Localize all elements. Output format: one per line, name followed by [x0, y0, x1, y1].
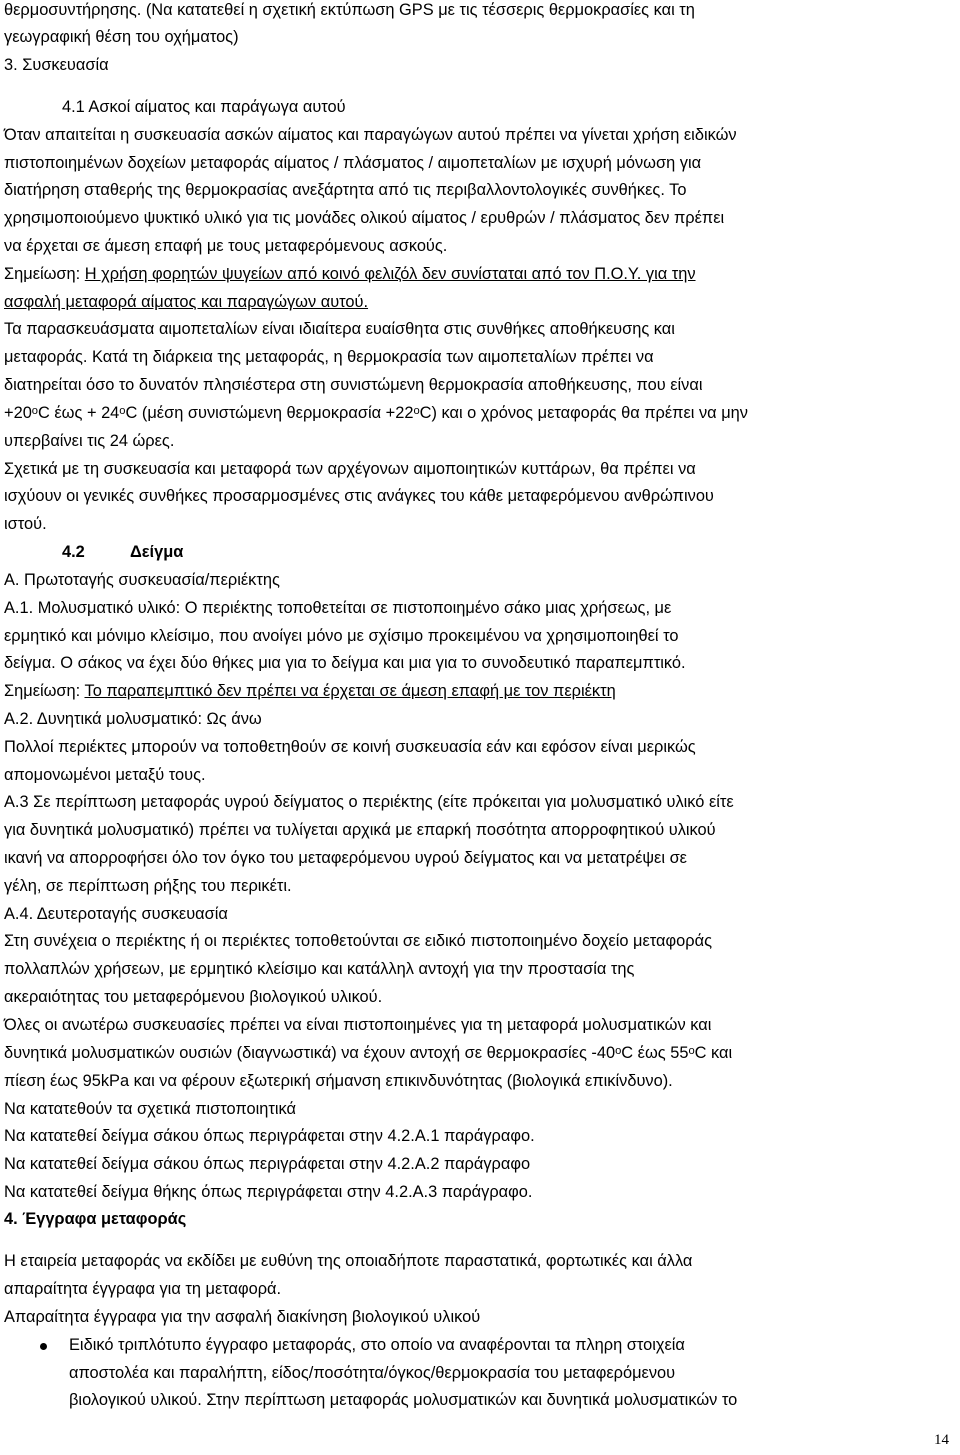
section-heading: 3. Συσκευασία: [4, 56, 109, 74]
note-text: Το παραπεμπτικό δεν πρέπει να έρχεται σε άμεση επαφή με τον περιέκτη: [84, 682, 616, 700]
subsection-number: 4.2: [62, 543, 85, 561]
text-line: πολλαπλών χρήσεων, με ερμητικό κλείσιμο και κατάλληλ αντοχή για την προστασία της: [4, 960, 635, 978]
text-line: Η εταιρεία μεταφοράς να εκδίδει με ευθύνη της οποιαδήποτε παραστατικά, φορτωτικές και άλλα: [4, 1252, 693, 1270]
text-line: Α.2. Δυνητικά μολυσματικό: Ως άνω: [4, 710, 262, 728]
text-line: γέλη, σε περίπτωση ρήξης του περικέτι.: [4, 877, 292, 895]
note-line: [4, 264, 696, 284]
text-line: +20ᵒC έως + 24ᵒC (μέση συνιστώμενη θερμοκρασία +22ᵒC) και ο χρόνος μεταφοράς θα πρέπει να μην: [4, 404, 748, 422]
text-line: Α.1. Μολυσματικό υλικό: Ο περιέκτης τοποθετείται σε πιστοποιημένο σάκο μιας χρήσεως, με: [4, 599, 672, 617]
text-line: διατηρείται όσο το δυνατόν πλησιέστερα στη συνιστώμενη θερμοκρασία αποθήκευσης, που είναι: [4, 376, 703, 394]
text-line: πίεση έως 95kPa και να φέρουν εξωτερική σήμανση επικινδυνότητας (βιολογικά επικίνδυνο).: [4, 1072, 673, 1090]
subsection-heading: 4.1 Ασκοί αίματος και παράγωγα αυτού: [62, 98, 346, 116]
list-item: Ειδικό τριπλότυπο έγγραφο μεταφοράς, στο οποίο να αναφέρονται τα πληρη στοιχεία: [69, 1336, 685, 1354]
text-line: απομονωμένοι μεταξύ τους.: [4, 766, 206, 784]
text-line: μεταφοράς. Κατά τη διάρκεια της μεταφοράς, η θερμοκρασία των αιμοπεταλίων πρέπει να: [4, 348, 654, 366]
list-item-continuation: βιολογικού υλικού. Στην περίπτωση μεταφοράς μολυσματικών και δυνητικά μολυσματικών το: [69, 1391, 738, 1409]
note-text: Η χρήση φορητών ψυγείων από κοινό φελιζόλ δεν συνίσταται από τον Π.Ο.Υ. για την: [84, 265, 696, 283]
list-item-continuation: αποστολέα και παραλήπτη, είδος/ποσότητα/όγκος/θερμοκρασία του μεταφερόμενου: [69, 1364, 676, 1382]
page-number: 14: [934, 1432, 949, 1448]
text-line: Απαραίτητα έγγραφα για την ασφαλή διακίνηση βιολογικού υλικού: [4, 1308, 481, 1326]
text-line: δείγμα. Ο σάκος να έχει δύο θήκες μια για το δείγμα και μια για το συνοδευτικό παραπεμπτικό.: [4, 654, 686, 672]
note-line: [4, 681, 616, 701]
text-line: ιστού.: [4, 515, 47, 533]
section-heading: 4. Έγγραφα μεταφοράς: [4, 1210, 187, 1228]
text-line: Α. Πρωτοταγής συσκευασία/περιέκτης: [4, 571, 280, 589]
text-line: Σχετικά με τη συσκευασία και μεταφορά των αρχέγονων αιμοποιητικών κυττάρων, θα πρέπει να: [4, 460, 696, 478]
text-line: Να κατατεθεί δείγμα σάκου όπως περιγράφεται στην 4.2.Α.1 παράγραφο.: [4, 1127, 535, 1145]
text-line: Όλες οι ανωτέρω συσκευασίες πρέπει να είναι πιστοποιημένες για τη μεταφορά μολυσματικών και: [4, 1016, 712, 1034]
text-line: δυνητικά μολυσματικών ουσιών (διαγνωστικά) να έχουν αντοχή σε θερμοκρασίες -40ᵒC έως 55ᵒC και: [4, 1044, 733, 1062]
text-line: υπερβαίνει τις 24 ώρες.: [4, 432, 175, 450]
text-line: Α.3 Σε περίπτωση μεταφοράς υγρού δείγματος ο περιέκτης (είτε πρόκειται για μολυσματικό υλικό είτε: [4, 793, 734, 811]
text-line: πιστοποιημένων δοχείων μεταφοράς αίματος / πλάσματος / αιμοπεταλίων με ισχυρή μόνωση για: [4, 154, 702, 172]
text-line: Να κατατεθούν τα σχετικά πιστοποιητικά: [4, 1100, 296, 1118]
text-line: Πολλοί περιέκτες μπορούν να τοποθετηθούν σε κοινή συσκευασία εάν και εφόσον είναι μερικώς: [4, 738, 696, 756]
text-line: για δυνητικά μολυσματικό) πρέπει να τυλίγεται αρχικά με επαρκή ποσότητα απορροφητικού υλικού: [4, 821, 716, 839]
text-line: Να κατατεθεί δείγμα θήκης όπως περιγράφεται στην 4.2.Α.3 παράγραφο.: [4, 1183, 533, 1201]
text-line: Α.4. Δευτεροταγής συσκευασία: [4, 905, 228, 923]
note-label: Σημείωση:: [4, 265, 85, 283]
text-line: Στη συνέχεια ο περιέκτης ή οι περιέκτες τοποθετούνται σε ειδικό πιστοποιημένο δοχείο μεταφοράς: [4, 932, 712, 950]
text-line: ακεραιότητας του μεταφερόμενου βιολογικού υλικού.: [4, 988, 383, 1006]
text-line: ικανή να απορροφήσει όλο τον όγκο του μεταφερόμενου υγρού δείγματος και να μετατρέψει σε: [4, 849, 687, 867]
note-text: ασφαλή μεταφορά αίματος και παραγώγων αυτού.: [4, 293, 369, 311]
subsection-heading: Δείγμα: [130, 543, 184, 561]
text-line: χρησιμοποιούμενο ψυκτικό υλικό για τις μονάδες ολικού αίματος / ερυθρών / πλάσματος δεν πρέπει: [4, 209, 725, 227]
text-line: να έρχεται σε άμεση επαφή με τους μεταφερόμενους ασκούς.: [4, 237, 448, 255]
text-line: απαραίτητα έγγραφα για τη μεταφορά.: [4, 1280, 282, 1298]
bullet-icon: [40, 1343, 47, 1350]
text-line: γεωγραφική θέση του οχήματος): [4, 28, 239, 46]
note-label: Σημείωση:: [4, 682, 85, 700]
text-line: Να κατατεθεί δείγμα σάκου όπως περιγράφεται στην 4.2.Α.2 παράγραφο: [4, 1155, 531, 1173]
text-line: Όταν απαιτείται η συσκευασία ασκών αίματος και παραγώγων αυτού πρέπει να γίνεται χρήση ειδικών: [4, 126, 737, 144]
text-line: θερμοσυντήρησης. (Να κατατεθεί η σχετική εκτύπωση GPS με τις τέσσερις θερμοκρασίες και τη: [4, 1, 695, 19]
text-line: ισχύουν οι γενικές συνθήκες προσαρμοσμένες στις ανάγκες του κάθε μεταφερόμενου ανθρώπινου: [4, 487, 714, 505]
text-line: Τα παρασκευάσματα αιμοπεταλίων είναι ιδιαίτερα ευαίσθητα στις συνθήκες αποθήκευσης και: [4, 320, 675, 338]
text-line: ερμητικό και μόνιμο κλείσιμο, που ανοίγει μόνο με σχίσιμο προκειμένου να χρησιμοποιηθεί το: [4, 627, 679, 645]
text-line: διατήρηση σταθερής της θερμοκρασίας ανεξάρτητα από τις περιβαλλοντολογικές συνθήκες. Το: [4, 181, 687, 199]
